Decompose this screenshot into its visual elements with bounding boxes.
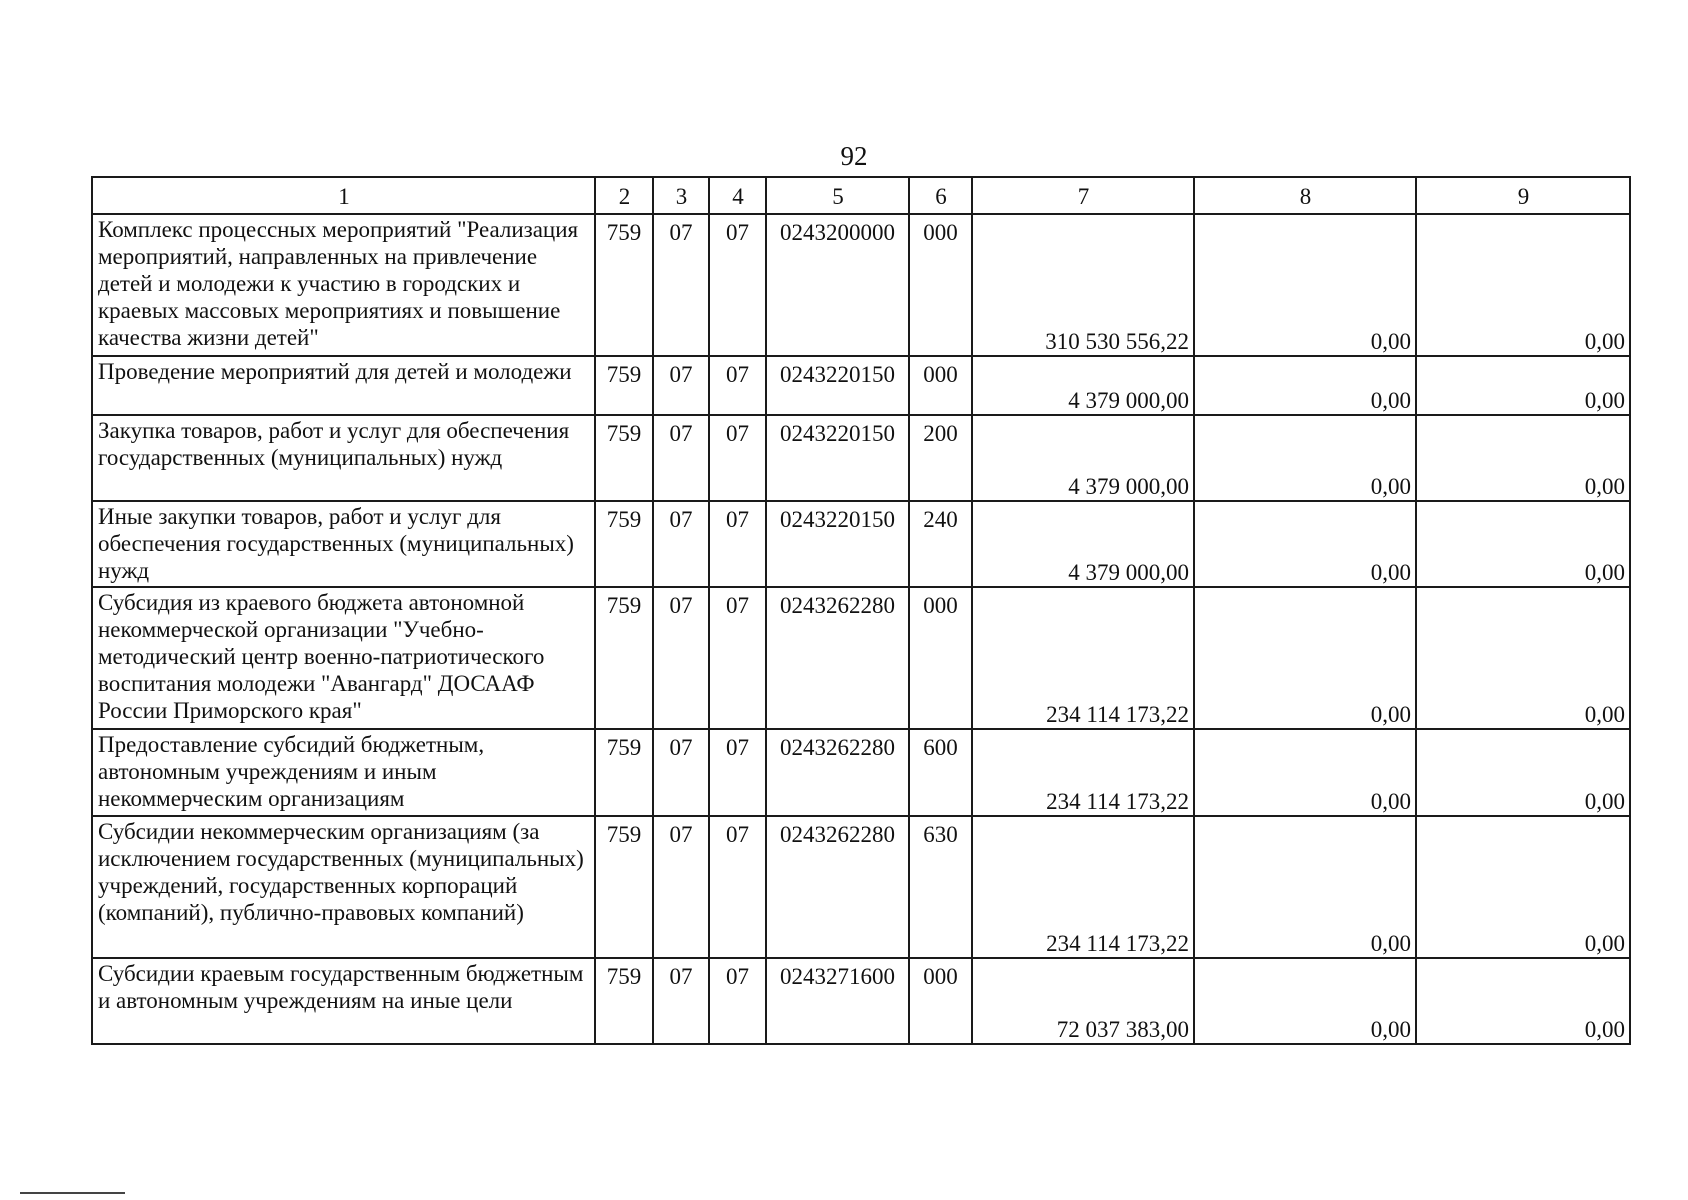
cell-c5: 0243200000	[766, 214, 909, 356]
cell-c2: 759	[595, 214, 653, 356]
table-row	[92, 816, 1630, 958]
cell-c7: 4 379 000,00	[972, 501, 1194, 587]
column-header: 4	[709, 177, 766, 214]
cell-c4: 07	[709, 501, 766, 587]
cell-c8: 0,00	[1194, 214, 1416, 356]
cell-c6: 000	[909, 214, 972, 356]
cell-c8: 0,00	[1194, 356, 1416, 415]
cell-c7: 4 379 000,00	[972, 356, 1194, 415]
cell-c2: 759	[595, 958, 653, 1044]
table-header-row	[92, 177, 1630, 214]
cell-c2: 759	[595, 729, 653, 816]
cell-c5: 0243262280	[766, 587, 909, 729]
column-header: 8	[1194, 177, 1416, 214]
table-row	[92, 356, 1630, 415]
cell-c7: 310 530 556,22	[972, 214, 1194, 356]
row-name: Закупка товаров, работ и услуг для обеспечения государственных (муниципальных) нужд	[92, 415, 595, 501]
cell-c2: 759	[595, 356, 653, 415]
cell-c5: 0243262280	[766, 729, 909, 816]
cell-c7: 234 114 173,22	[972, 729, 1194, 816]
cell-c9: 0,00	[1416, 729, 1630, 816]
cell-c9: 0,00	[1416, 356, 1630, 415]
cell-c4: 07	[709, 214, 766, 356]
cell-c6: 000	[909, 356, 972, 415]
cell-c9: 0,00	[1416, 958, 1630, 1044]
cell-c3: 07	[653, 587, 709, 729]
cell-c4: 07	[709, 729, 766, 816]
footnote-divider	[20, 1192, 125, 1194]
row-name: Проведение мероприятий для детей и молодежи	[92, 356, 595, 415]
cell-c9: 0,00	[1416, 415, 1630, 501]
cell-c4: 07	[709, 587, 766, 729]
column-header: 3	[653, 177, 709, 214]
row-name: Субсидии краевым государственным бюджетным и автономным учреждениям на иные цели	[92, 958, 595, 1044]
cell-c3: 07	[653, 415, 709, 501]
cell-c2: 759	[595, 501, 653, 587]
cell-c9: 0,00	[1416, 214, 1630, 356]
cell-c8: 0,00	[1194, 587, 1416, 729]
budget-table	[91, 176, 1631, 1045]
row-name: Субсидия из краевого бюджета автономной некоммерческой организации "Учебно-методический центр военно-патриотического воспитания молодежи "Авангард" ДОСААФ России Приморского края"	[92, 587, 595, 729]
cell-c3: 07	[653, 214, 709, 356]
cell-c2: 759	[595, 587, 653, 729]
cell-c8: 0,00	[1194, 816, 1416, 958]
cell-c8: 0,00	[1194, 958, 1416, 1044]
table-row	[92, 214, 1630, 356]
cell-c4: 07	[709, 415, 766, 501]
cell-c6: 000	[909, 958, 972, 1044]
column-header: 6	[909, 177, 972, 214]
cell-c4: 07	[709, 816, 766, 958]
page-number: 92	[840, 141, 868, 171]
cell-c4: 07	[709, 356, 766, 415]
cell-c7: 72 037 383,00	[972, 958, 1194, 1044]
cell-c3: 07	[653, 501, 709, 587]
cell-c5: 0243220150	[766, 415, 909, 501]
table-row	[92, 587, 1630, 729]
cell-c7: 4 379 000,00	[972, 415, 1194, 501]
cell-c5: 0243271600	[766, 958, 909, 1044]
cell-c3: 07	[653, 729, 709, 816]
cell-c3: 07	[653, 958, 709, 1044]
table-row	[92, 501, 1630, 587]
column-header: 7	[972, 177, 1194, 214]
row-name: Иные закупки товаров, работ и услуг для обеспечения государственных (муниципальных) нужд	[92, 501, 595, 587]
cell-c6: 200	[909, 415, 972, 501]
cell-c8: 0,00	[1194, 501, 1416, 587]
cell-c9: 0,00	[1416, 587, 1630, 729]
cell-c6: 630	[909, 816, 972, 958]
table-row	[92, 729, 1630, 816]
column-header: 2	[595, 177, 653, 214]
cell-c5: 0243262280	[766, 816, 909, 958]
row-name: Субсидии некоммерческим организациям (за исключением государственных (муниципальных) учреждений, государственных корпораций (компаний), публично-правовых компаний)	[92, 816, 595, 958]
cell-c8: 0,00	[1194, 415, 1416, 501]
row-name: Комплекс процессных мероприятий "Реализация мероприятий, направленных на привлечение детей и молодежи к участию в городских и краевых массовых мероприятиях и повышение качества жизни детей"	[92, 214, 595, 356]
cell-c5: 0243220150	[766, 501, 909, 587]
column-header: 9	[1416, 177, 1630, 214]
table-row	[92, 958, 1630, 1044]
cell-c2: 759	[595, 816, 653, 958]
cell-c3: 07	[653, 356, 709, 415]
column-header: 1	[92, 177, 595, 214]
cell-c6: 600	[909, 729, 972, 816]
cell-c7: 234 114 173,22	[972, 816, 1194, 958]
cell-c3: 07	[653, 816, 709, 958]
cell-c9: 0,00	[1416, 501, 1630, 587]
cell-c6: 000	[909, 587, 972, 729]
table-row	[92, 415, 1630, 501]
cell-c7: 234 114 173,22	[972, 587, 1194, 729]
cell-c5: 0243220150	[766, 356, 909, 415]
cell-c2: 759	[595, 415, 653, 501]
cell-c4: 07	[709, 958, 766, 1044]
cell-c9: 0,00	[1416, 816, 1630, 958]
cell-c6: 240	[909, 501, 972, 587]
column-header: 5	[766, 177, 909, 214]
row-name: Предоставление субсидий бюджетным, автономным учреждениям и иным некоммерческим организациям	[92, 729, 595, 816]
cell-c8: 0,00	[1194, 729, 1416, 816]
